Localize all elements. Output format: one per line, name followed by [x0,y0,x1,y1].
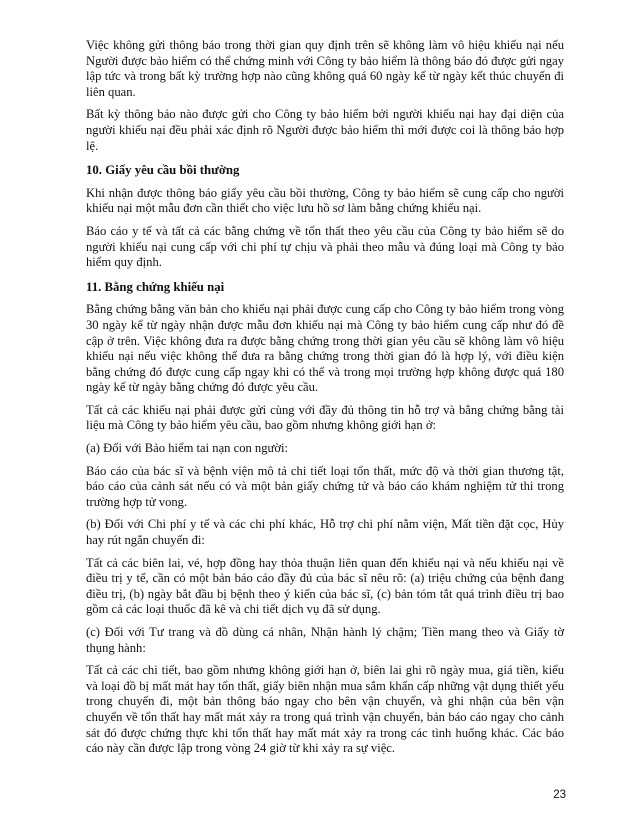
document-page [86,38,564,764]
section-11-item-a-label: (a) Đối với Bảo hiểm tai nạn con người: [86,441,289,456]
paragraph-notice-timing: Việc không gửi thông báo trong thời gian quy định trên sẽ không làm vô hiệu khiếu nại nếu Người được bảo hiểm có thể chứng minh với Công ty bảo hiểm là thông báo đó được gửi ngay lập tức và trong bất kỳ trường hợp nào cũng không quá 60 ngày kể từ ngày kết thúc chuyến đi liên quan. [86,38,564,99]
section-10-paragraph-1: Khi nhận được thông báo giấy yêu cầu bồi thường, Công ty bảo hiểm sẽ cung cấp cho người khiếu nại một mẫu đơn cần thiết cho việc lưu hồ sơ làm bằng chứng khiếu nại. [86,185,564,216]
section-11-item-b-text: Tất cả các biên lai, vé, hợp đồng hay thỏa thuận liên quan đến khiếu nại và nếu khiếu nại về điều trị y tế, cần có một bản báo cáo đầy đủ của bác sĩ nêu rõ: (a) triệu chứng của bệnh đang điều trị, (b) ngày bắt đầu bị bệnh theo ý kiến của bác sĩ, (c) bản tóm tắt quá trình điều trị bao gồm cả các loại thuốc đã kê và chi tiết dịch vụ đã sử dụng. [86,555,564,617]
section-11-item-b-label: (b) Đối với Chi phí y tế và các chi phí khác, Hỗ trợ chi phí nằm viện, Mất tiền đặt cọc, Hủy hay rút ngắn chuyến đi: [86,517,564,548]
section-11-paragraph-2: Tất cả các khiếu nại phải được gửi cùng với đầy đủ thông tin hỗ trợ và bằng chứng bằng tài liệu mà Công ty bảo hiểm yêu cầu, bao gồm nhưng không giới hạn ở: [86,402,564,433]
section-11-item-c-label: (c) Đối với Tư trang và đồ dùng cá nhân, Nhận hành lý chậm; Tiền mang theo và Giấy tờ thụng hành: [86,625,564,655]
paragraph-notice-identification: Bất kỳ thông báo nào được gửi cho Công ty bảo hiểm bởi người khiếu nại hay đại diện của người khiếu nại đều phải xác định rõ Người được bảo hiểm thì mới được coi là thông báo hợp lệ. [86,107,564,153]
section-10-heading: 10. Giấy yêu cầu bồi thường [86,163,240,178]
page-number: 23 [553,789,566,801]
section-11-item-c-text: Tất cả các chi tiết, bao gồm nhưng không giới hạn ở, biên lai ghi rõ ngày mua, giá tiền, kiểu và loại đồ bị mất mát hay tổn thất, giấy biên nhận mua sắm khẩn cấp những vật dụng thiết yếu trong chuyến đi, một bản thông báo ngay cho bên vận chuyển, và ghi nhận của bên vận chuyển về tổn thất hay mất mát xảy ra trong quá trình vận chuyển, bản báo cáo ngay cho cảnh sát đó được chứng thực khi tổn thất hay mất mát xảy ra trong các tình huống khác. Các báo cáo này cần được lập trong vòng 24 giờ từ khi xảy ra sự việc. [86,663,564,756]
section-11-heading: 11. Bằng chứng khiếu nại [86,279,225,294]
section-11-paragraph-1: Bằng chứng bằng văn bản cho khiếu nại phải được cung cấp cho Công ty bảo hiểm trong vòng 30 ngày kể từ ngày nhận được mẫu đơn khiếu nại mà Công ty bảo hiểm cung cấp như đó đề cập ở trên. Việc không đưa ra được bằng chứng trong thời gian yêu cầu sẽ không làm vô hiệu khiếu nại nếu việc không thể đưa ra bằng chứng trong thời gian đó là hợp lý, với điều kiện bằng chứng đó được cung cấp ngay khi có thể và trong mọi trường hợp không được quá 180 ngày kể từ ngày bằng chứng đó được yêu cầu. [86,302,564,395]
section-11-item-a-text: Báo cáo của bác sĩ và bệnh viện mô tả chi tiết loại tổn thất, mức độ và thời gian thương tật, báo cáo của cảnh sát nếu có và một bản giấy chứng tử và báo cáo khám nghiệm tử thi trong trường hợp tử vong. [86,463,564,509]
section-10-paragraph-2: Báo cáo y tế và tất cả các bằng chứng về tổn thất theo yêu cầu của Công ty bảo hiểm sẽ do người khiếu nại cung cấp với chi phí tự chịu và phải theo mẫu và đúng loại mà Công ty bảo hiểm quy định. [86,223,564,270]
